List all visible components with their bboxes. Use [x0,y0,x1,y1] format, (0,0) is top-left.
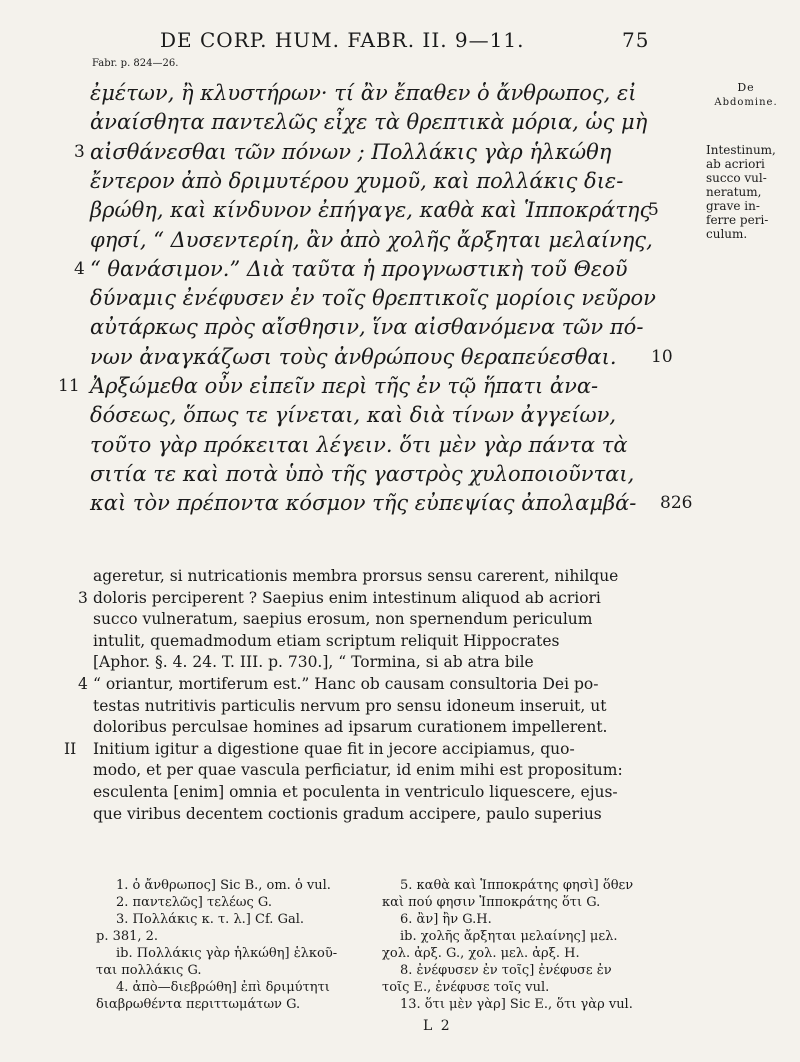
page-number: 75 [622,28,650,52]
side-note-line: grave in- [706,199,760,213]
footnote-line: καὶ πού φησιν Ἱπποκράτης ὅτι G. [382,895,601,910]
latin-line: Initium igitur a digestione quae fit in jecore accipiamus, quo- [93,739,575,758]
latin-line: “ oriantur, mortiferum est.” Hanc ob causam consultoria Dei po- [93,675,599,693]
latin-line: doloris perciperent ? Saepius enim intestinum aliquod ab acriori [93,588,601,607]
footnote-line: ται πολλάκις G. [96,963,202,978]
side-note-line: ferre peri- [706,213,769,227]
signature-mark: L 2 [423,1018,452,1034]
footnote-line: χολ. ἀρξ. G., χολ. μελ. ἀρξ. H. [382,946,580,961]
greek-line-number-right: 826 [660,493,693,514]
footnote-line: ib. χολῆς ἄρξηται μελαίνης] μελ. [400,929,618,944]
side-note-line: culum. [706,227,748,241]
side-note-line: succo vul- [706,171,767,185]
footnote-line: διαβρωθέντα περιττωμάτων G. [96,997,301,1012]
greek-line: αὐτάρκως πρὸς αἴσθησιν, ἵνα αἰσθανόμενα τῶν πό- [90,315,644,340]
greek-line: καὶ τὸν πρέποντα κόσμον τῆς εὐπεψίας ἀπολαμβά- [90,491,637,516]
footnote-line: 6. ἂν] ἢν G.H. [400,912,492,927]
greek-line: νων ἀναγκάζωσι τοὺς ἀνθρώπους θεραπεύεσθαι. [90,344,617,369]
side-heading-line: De [737,81,755,94]
greek-line-number-right: 10 [651,346,673,367]
footnote-line: 8. ἐνέφυσεν ἐν τοῖς] ἐνέφυσε ἐν [400,963,612,978]
fabrica-reference: Fabr. p. 824—26. [92,58,179,69]
side-note-line: ab acriori [706,157,765,171]
latin-line: succo vulneratum, saepius erosum, non spernendum periculum [93,610,593,629]
side-note-line: neratum, [706,185,762,199]
latin-line: testas nutritivis particulis nervum pro sensu idoneum inseruit, ut [93,696,607,715]
footnote-line: 13. ὅτι μὲν γὰρ] Sic E., ὅτι γὰρ vul. [400,997,633,1012]
greek-line: τοῦτο γὰρ πρόκειται λέγειν. ὅτι μὲν γὰρ πάντα τὰ [90,432,628,457]
greek-line: φησί, “ Δυσεντερίη, ἂν ἀπὸ χολῆς ἄρξηται μελαίνης, [90,227,653,252]
latin-line-number: 4 [78,675,88,693]
greek-line: ἐμέτων, ἢ κλυστήρων· τί ἂν ἔπαθεν ὁ ἄνθρωπος, εἰ [90,81,637,105]
greek-line: “ θανάσιμον.” Διὰ ταῦτα ἡ προγνωστικὴ τοῦ Θεοῦ [90,256,628,281]
latin-line-number: II [64,739,77,758]
greek-line-number-right: 5 [648,200,659,221]
greek-line: ἔντερον ἀπὸ δριμυτέρου χυμοῦ, καὶ πολλάκις διε- [90,168,624,193]
side-note-line: Intestinum, [706,143,776,157]
footnote-line: ib. Πολλάκις γὰρ ἡλκώθη] ἑλκοῦ- [116,946,338,961]
latin-line: modo, et per quae vascula perficiatur, id enim mihi est propositum: [93,761,623,780]
latin-line: que viribus decentem coctionis gradum accipere, paulo superius [93,804,602,823]
latin-line: intulit, quemadmodum etiam scriptum reliquit Hippocrates [93,631,560,650]
greek-line: αἰσθάνεσθαι τῶν πόνων ; Πολλάκις γὰρ ἡλκώθη [90,139,612,164]
running-title: DE CORP. HUM. FABR. II. 9—11. [160,28,525,52]
latin-line: ageretur, si nutricationis membra prorsus sensu carerent, nihilque [93,567,619,585]
footnote-line: 3. Πολλάκις κ. τ. λ.] Cf. Gal. [116,912,304,927]
greek-line: δόσεως, ὅπως τε γίνεται, καὶ διὰ τίνων ἀγγείων, [90,403,617,428]
footnote-line: 4. ἀπὸ—διεβρώθη] ἐπὶ δριμύτητι [116,980,330,995]
footnote-line: p. 381, 2. [96,929,159,944]
footnote-line: 2. παντελῶς] τελέως G. [116,895,272,910]
latin-line-number: 3 [78,588,88,607]
side-heading [706,80,786,110]
side-heading-line: Abdomine. [714,97,778,108]
footnote-line: 5. καθὰ καὶ Ἱπποκράτης φησὶ] ὅθεν [400,878,634,893]
greek-line-number-left: 4 [74,258,85,279]
footnote-line: 1. ὁ ἄνθρωπος] Sic B., om. ὁ vul. [116,878,331,893]
greek-line: σιτία τε καὶ ποτὰ ὑπὸ τῆς γαστρὸς χυλοποιοῦνται, [90,461,635,486]
greek-line-number-left: 3 [74,141,85,162]
greek-line: δύναμις ἐνέφυσεν ἐν τοῖς θρεπτικοῖς μορίοις νεῦρον [90,286,656,311]
latin-line: doloribus perculsae homines ad ipsarum curationem impellerent. [93,718,608,737]
latin-line: esculenta [enim] omnia et poculenta in ventriculo liquescere, ejus- [93,783,618,801]
greek-line: βρώθη, καὶ κίνδυνον ἐπήγαγε, καθὰ καὶ Ἱπποκράτης [90,198,652,223]
greek-line: Ἀρξώμεθα οὖν εἰπεῖν περὶ τῆς ἐν τῷ ἥπατι ἀνα- [90,374,599,398]
footnote-line: τοῖς E., ἐνέφυσε τοῖς vul. [382,980,550,995]
greek-line-number-left: 11 [58,376,80,396]
greek-line: ἀναίσθητα παντελῶς εἶχε τὰ θρεπτικὰ μόρια, ὡς μὴ [90,110,648,135]
side-note [706,143,796,241]
latin-line: [Aphor. §. 4. 24. T. III. p. 730.], “ Tormina, si ab atra bile [93,653,534,672]
